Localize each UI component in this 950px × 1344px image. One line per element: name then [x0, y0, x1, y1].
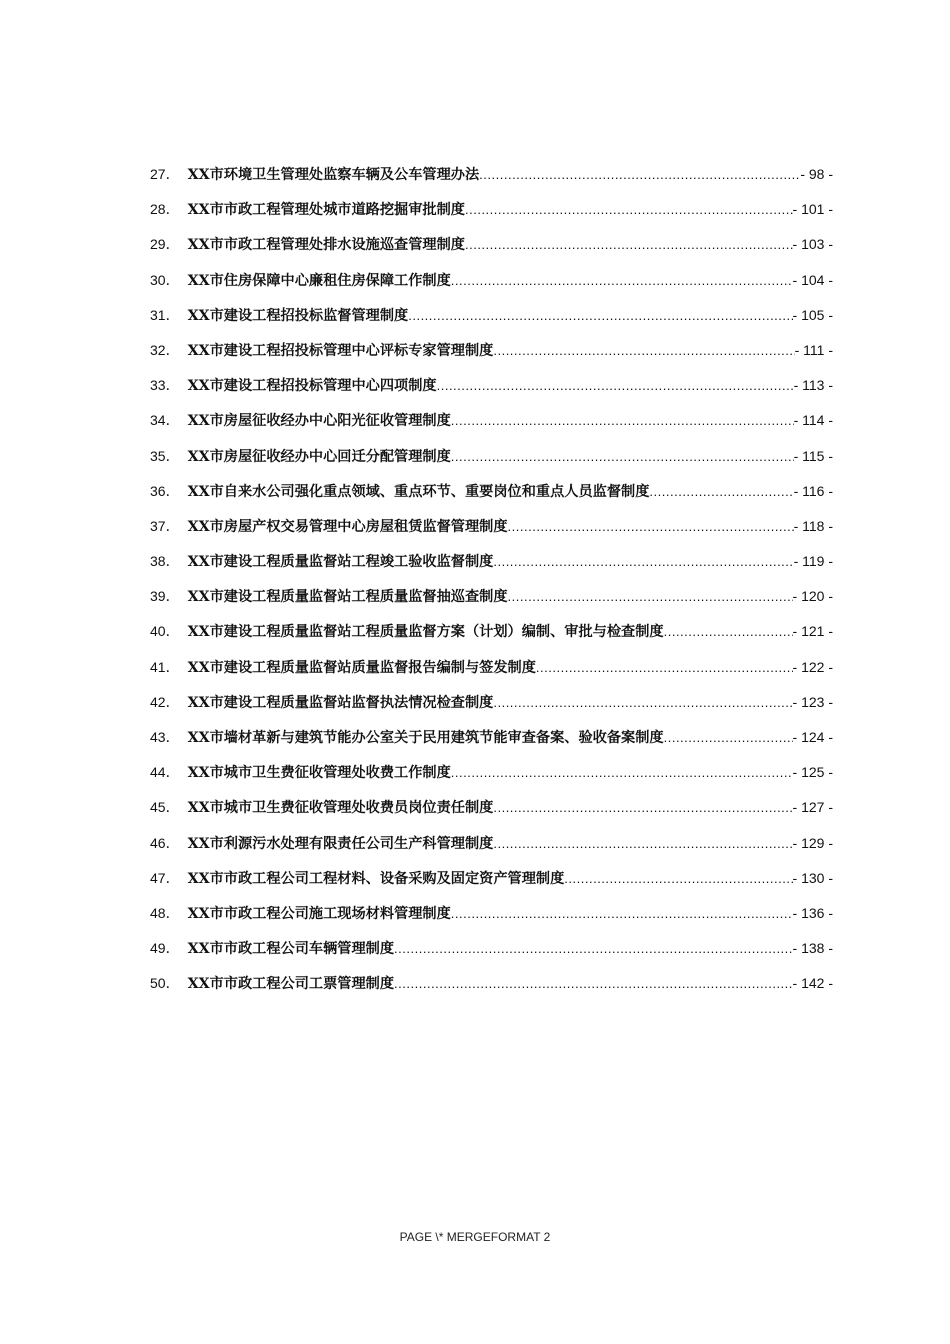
toc-dot-leader	[479, 163, 800, 187]
toc-entry-number: 27．	[150, 166, 180, 182]
toc-entry-number: 42．	[150, 693, 180, 710]
toc-entry-title[interactable]: XX市市政工程管理处城市道路挖掘审批制度	[187, 202, 465, 219]
toc-entry-number: 50．	[150, 975, 180, 992]
toc-dot-leader	[493, 339, 794, 363]
toc-entry-title[interactable]: XX市建设工程质量监督站工程质量监督抽巡查制度	[187, 589, 508, 606]
toc-entry-title[interactable]: XX市房屋征收经办中心回迁分配管理制度	[187, 448, 451, 465]
toc-entry-page-number: - 103 -	[792, 236, 833, 253]
toc-entry-title[interactable]: XX市建设工程质量监督站工程竣工验收监督制度	[187, 554, 494, 571]
toc-dot-leader	[508, 515, 794, 539]
toc-dot-leader	[536, 656, 793, 680]
toc-entry[interactable]	[150, 619, 833, 654]
toc-entry[interactable]	[150, 725, 833, 760]
toc-entry-title[interactable]: XX市市政工程公司车辆管理制度	[187, 941, 395, 958]
toc-dot-leader	[451, 269, 793, 293]
toc-entry-number: 31．	[150, 306, 180, 323]
toc-entry-number: 47．	[150, 869, 180, 886]
toc-entry-number: 45．	[150, 799, 180, 816]
toc-entry[interactable]	[150, 373, 833, 408]
toc-dot-leader	[465, 198, 793, 222]
toc-entry-page-number: - 142 -	[792, 975, 833, 992]
toc-entry-number: 38．	[150, 553, 180, 570]
toc-entry-page-number: - 114 -	[793, 412, 833, 429]
toc-dot-leader	[451, 902, 793, 926]
toc-entry-page-number: - 136 -	[792, 904, 833, 921]
toc-dot-leader	[664, 726, 793, 750]
toc-entry-page-number: - 124 -	[792, 729, 833, 745]
toc-entry-page-number: - 129 -	[792, 834, 833, 851]
toc-entry[interactable]	[150, 514, 833, 549]
toc-entry[interactable]	[150, 479, 833, 514]
toc-entry-number: 49．	[150, 940, 180, 957]
toc-entry-page-number: - 118 -	[793, 517, 833, 534]
toc-entry-title[interactable]: XX市建设工程质量监督站工程质量监督方案（计划）编制、审批与检查制度	[187, 624, 664, 641]
toc-entry-number: 37．	[150, 517, 180, 534]
toc-entry-page-number: - 105 -	[792, 306, 833, 323]
toc-entry[interactable]	[150, 901, 833, 936]
toc-entry[interactable]	[150, 936, 833, 971]
toc-dot-leader	[451, 445, 794, 469]
toc-dot-leader	[649, 480, 793, 504]
toc-dot-leader	[394, 972, 792, 996]
toc-entry-page-number: - 115 -	[793, 447, 833, 464]
toc-entry[interactable]	[150, 338, 833, 373]
toc-entry-page-number: - 101 -	[792, 201, 833, 218]
toc-entry[interactable]	[150, 760, 833, 795]
toc-dot-leader	[664, 620, 793, 644]
toc-dot-leader	[493, 550, 793, 574]
toc-entry-number: 41．	[150, 658, 180, 675]
toc-entry[interactable]	[150, 971, 833, 1006]
toc-entry-title[interactable]: XX市市政工程公司施工现场材料管理制度	[187, 905, 451, 922]
toc-entry-title[interactable]: XX市市政工程管理处排水设施巡查管理制度	[187, 237, 465, 254]
toc-entry-number: 32．	[150, 341, 180, 358]
toc-entry[interactable]	[150, 162, 833, 197]
toc-entry-title[interactable]: XX市房屋产权交易管理中心房屋租赁监督管理制度	[187, 518, 508, 535]
toc-dot-leader	[451, 409, 794, 433]
toc-dot-leader	[493, 832, 792, 856]
toc-entry[interactable]	[150, 655, 833, 690]
toc-entry[interactable]	[150, 303, 833, 338]
toc-entry-title[interactable]: XX市环境卫生管理处监察车辆及公车管理办法	[187, 167, 480, 183]
toc-entry-page-number: - 113 -	[793, 377, 833, 394]
toc-entry-page-number: - 120 -	[792, 588, 833, 605]
toc-entry-page-number: - 104 -	[792, 271, 833, 288]
toc-entry-title[interactable]: XX市利源污水处理有限责任公司生产科管理制度	[187, 835, 494, 852]
toc-entry-page-number: - 121 -	[792, 623, 833, 640]
toc-dot-leader	[493, 691, 792, 715]
toc-entry-number: 36．	[150, 482, 180, 499]
toc-entry-page-number: - 98 -	[800, 166, 833, 182]
toc-entry-number: 48．	[150, 904, 180, 921]
toc-entry[interactable]	[150, 690, 833, 725]
toc-entry-title[interactable]: XX市房屋征收经办中心阳光征收管理制度	[187, 413, 451, 430]
toc-entry-title[interactable]: XX市建设工程招投标监督管理制度	[187, 307, 409, 324]
toc-entry[interactable]	[150, 866, 833, 901]
toc-entry-number: 35．	[150, 447, 180, 464]
toc-entry-number: 43．	[150, 729, 180, 745]
toc-entry[interactable]	[150, 268, 833, 303]
toc-entry-number: 29．	[150, 236, 180, 253]
toc-entry[interactable]	[150, 795, 833, 830]
toc-dot-leader	[508, 585, 793, 609]
toc-entry-title[interactable]: XX市墙材革新与建筑节能办公室关于民用建筑节能审查备案、验收备案制度	[187, 730, 664, 746]
toc-entry-number: 44．	[150, 764, 180, 781]
toc-entry-number: 40．	[150, 623, 180, 640]
toc-entry-page-number: - 138 -	[792, 940, 833, 957]
toc-dot-leader	[437, 374, 794, 398]
toc-entry-page-number: - 130 -	[792, 869, 833, 886]
toc-entry-title[interactable]: XX市城市卫生费征收管理处收费员岗位责任制度	[187, 800, 494, 817]
page-footer: PAGE \* MERGEFORMAT 2	[399, 1230, 551, 1244]
toc-entry-page-number: - 122 -	[792, 658, 833, 675]
toc-entry-title[interactable]: XX市建设工程招投标管理中心评标专家管理制度	[187, 342, 494, 359]
toc-entry-title[interactable]: XX市城市卫生费征收管理处收费工作制度	[187, 765, 451, 782]
toc-entry-title[interactable]: XX市自来水公司强化重点领域、重点环节、重要岗位和重点人员监督制度	[187, 483, 650, 500]
toc-entry-page-number: - 111 -	[794, 341, 833, 358]
toc-dot-leader	[394, 937, 792, 961]
toc-entry[interactable]	[150, 197, 833, 232]
toc-entry-title[interactable]: XX市建设工程招投标管理中心四项制度	[187, 378, 437, 395]
toc-entry-title[interactable]: XX市住房保障中心廉租住房保障工作制度	[187, 272, 451, 289]
toc-entry[interactable]	[150, 232, 833, 267]
toc-entry-title[interactable]: XX市建设工程质量监督站质量监督报告编制与签发制度	[187, 659, 536, 676]
toc-dot-leader	[408, 304, 792, 328]
toc-entry-title[interactable]: XX市市政工程公司工程材料、设备采购及固定资产管理制度	[187, 870, 565, 887]
toc-entry-number: 28．	[150, 201, 180, 218]
toc-entry-page-number: - 127 -	[792, 799, 833, 816]
toc-entry-number: 34．	[150, 412, 180, 429]
toc-entry-number: 33．	[150, 377, 180, 394]
toc-dot-leader	[465, 233, 793, 257]
toc-entry[interactable]	[150, 444, 833, 479]
toc-entry[interactable]	[150, 408, 833, 443]
toc-entry-number: 30．	[150, 271, 180, 288]
toc-entry-page-number: - 116 -	[793, 482, 833, 499]
toc-entry-page-number: - 123 -	[792, 693, 833, 710]
toc-dot-leader	[451, 761, 793, 785]
toc-entry-title[interactable]: XX市市政工程公司工票管理制度	[187, 976, 395, 993]
toc-entry-page-number: - 119 -	[793, 553, 833, 570]
toc-entry-number: 46．	[150, 834, 180, 851]
toc-entry-page-number: - 125 -	[792, 764, 833, 781]
toc-entry[interactable]	[150, 831, 833, 866]
toc-entry-number: 39．	[150, 588, 180, 605]
toc-entry[interactable]	[150, 549, 833, 584]
toc-entry-title[interactable]: XX市建设工程质量监督站监督执法情况检查制度	[187, 694, 494, 711]
toc-entry[interactable]	[150, 584, 833, 619]
toc-dot-leader	[564, 867, 792, 891]
table-of-contents	[150, 162, 833, 1007]
toc-dot-leader	[493, 796, 792, 820]
